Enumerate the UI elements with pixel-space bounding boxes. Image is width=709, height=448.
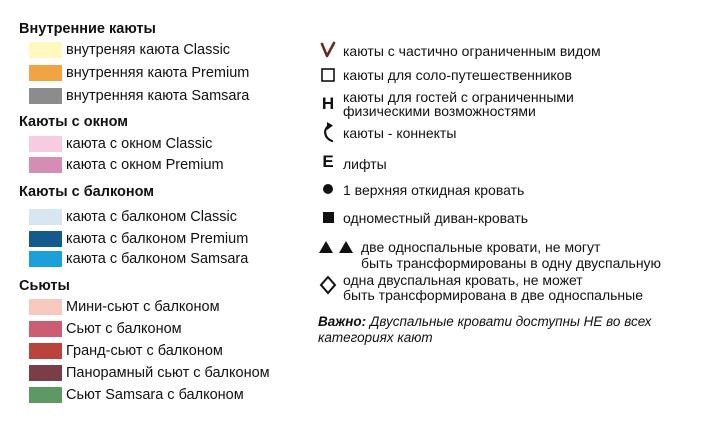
- legend-item: [29, 298, 220, 316]
- color-swatch: [29, 209, 62, 225]
- legend-item-label: каюта с окном Classic: [66, 136, 213, 152]
- legend-item: [29, 342, 223, 360]
- section-header-window: Каюты с окном: [19, 114, 128, 130]
- legend-item-label: Панорамный сьют с балконом: [66, 365, 270, 381]
- legend-text: одна двуспальная кровать, не может: [343, 272, 583, 288]
- legend-item: [29, 41, 230, 59]
- legend-item-label: Сьют Samsara с балконом: [66, 387, 244, 403]
- legend-item-label: внутреняя каюта Classic: [66, 42, 231, 58]
- note-label: Важно:: [318, 314, 367, 329]
- legend-text: 1 верхняя откидная кровать: [343, 182, 525, 198]
- legend-item-label: каюта с балконом Classic: [66, 209, 237, 225]
- legend-item: [29, 64, 249, 82]
- legend-item: [29, 386, 244, 404]
- color-swatch: [29, 65, 62, 81]
- legend-item-label: каюта с балконом Premium: [66, 231, 249, 247]
- section-header-interior: Внутренние каюты: [19, 21, 156, 37]
- important-note: [318, 314, 709, 346]
- legend-text: каюты - коннекты: [343, 125, 457, 141]
- legend-text: каюты с частично ограниченным видом: [343, 43, 601, 59]
- legend-text: быть трансформированы в одну двуспальную: [361, 255, 662, 271]
- color-swatch: [29, 136, 62, 152]
- legend-item-label: внутренняя каюта Samsara: [66, 88, 250, 104]
- legend-text: каюты для гостей с ограниченными: [343, 89, 574, 105]
- color-swatch: [29, 157, 62, 173]
- legend-item: [29, 135, 212, 153]
- triangles-icon: [319, 238, 357, 256]
- e-icon: E: [322, 152, 334, 171]
- legend-item-label: Мини-сьют с балконом: [66, 299, 220, 315]
- circle-icon: [318, 180, 338, 198]
- color-swatch: [29, 299, 62, 315]
- note-text: Двуспальные кровати доступны НЕ во всех категориях кают: [318, 314, 652, 345]
- legend-item-label: каюта с окном Premium: [66, 157, 224, 173]
- legend-text: лифты: [343, 156, 387, 172]
- color-swatch: [29, 251, 62, 267]
- color-swatch: [29, 231, 62, 247]
- legend-item: [29, 320, 182, 338]
- color-swatch: [29, 387, 62, 403]
- legend-item: [29, 156, 224, 174]
- square-outline-icon: [318, 66, 338, 84]
- legend-item: [29, 364, 270, 382]
- legend-text: быть трансформирована в две односпальные: [343, 287, 644, 303]
- color-swatch: [29, 343, 62, 359]
- diamond-icon: [318, 275, 338, 295]
- legend-text: каюты для соло-путешественников: [343, 67, 572, 83]
- legend-item-label: Сьют с балконом: [66, 321, 182, 337]
- legend-item-label: внутренняя каюта Premium: [66, 65, 250, 81]
- section-header-suites: Сьюты: [19, 278, 70, 294]
- legend-item: [29, 87, 249, 105]
- check-icon: [318, 40, 338, 60]
- color-swatch: [29, 365, 62, 381]
- color-swatch: [29, 88, 62, 104]
- color-swatch: [29, 42, 62, 58]
- section-header-balcony: Каюты с балконом: [19, 184, 155, 200]
- legend-text: одноместный диван-кровать: [343, 210, 529, 226]
- square-filled-icon: [318, 208, 338, 226]
- connect-arrow-icon: [318, 121, 338, 143]
- legend-text: физическими возможностями: [343, 103, 536, 119]
- legend-item: [29, 250, 248, 268]
- color-swatch: [29, 321, 62, 337]
- legend-item-label: каюта с балконом Samsara: [66, 251, 249, 267]
- legend-item-label: Гранд-сьют с балконом: [66, 343, 223, 359]
- legend-item: [29, 230, 248, 248]
- h-icon: H: [321, 94, 335, 113]
- legend-item: [29, 208, 237, 226]
- legend-text: две односпальные кровати, не могут: [361, 239, 601, 255]
